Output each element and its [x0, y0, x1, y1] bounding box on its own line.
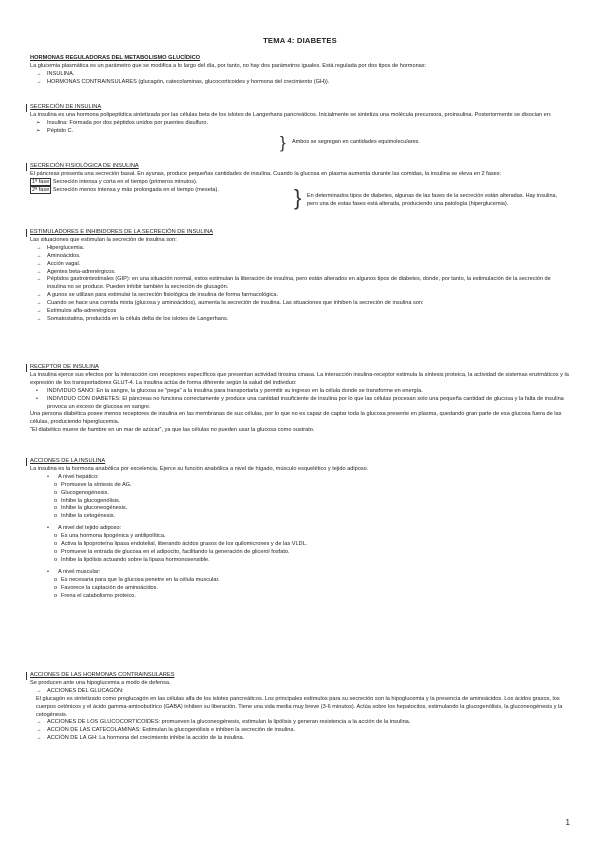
bullet-icon: • [36, 395, 38, 402]
list-item: o Inhibe la cetogénesis. [54, 513, 116, 520]
arrow-icon: → [36, 315, 42, 322]
list-item: ➢ Insulina: Formada por dos péptidos unidos por puentes disulfuro. [36, 119, 209, 126]
arrow-icon: → [36, 300, 42, 307]
circle-bullet-icon: o [54, 533, 58, 540]
section-heading: HORMONAS REGULADORAS DEL METABOLISMO GLUCÍDICO [30, 55, 201, 61]
arrow-icon: → [36, 78, 42, 85]
list-item: → ACCIÓN DE LAS CATECOLAMINAS: Estimulan la glucogenólisis e inhiben la secreción de insulina. [36, 727, 295, 734]
section-text: Una persona diabética posee menos receptores de insulina en las membranas de sus células, por lo que no es capaz de captar toda la glucosa presente en plasma, quedando gran parte de esa glucosa fuera de las células, produciendo hiperglucemia. [30, 411, 562, 426]
circle-bullet-icon: o [54, 592, 58, 599]
list-item: o Promueve la síntesis de AG. [54, 481, 132, 488]
circle-bullet-icon: o [54, 513, 58, 520]
section-heading: ACCIONES DE LAS HORMONAS CONTRAINSULARES [26, 672, 570, 680]
bullet-icon: • [36, 387, 38, 394]
section-text: El glucagón es sintetizado como proglucagón en las células alfa de los islotes pancreáticos. Los principales estímulos para su secreción son la hipoglucemia y la presencia de aminoácidos. Los ácidos grasos, los cuerpos cetónicos y el ácido gamma-aminobutírico (GABA) inhiben su liberación. Tiene una vida media muy breve (3-6 minutos). Actúa sobre los hepatocitos, estimulando la glucogenólisis, la gluconeogénesis y la cetogénesis. [36, 695, 563, 718]
arrow-icon: → [36, 292, 42, 299]
section-text: El páncreas presenta una secreción basal. En ayunas, produce pequeñas cantidades de insulina. Cuando la glucosa en plasma aumenta durante las comidas, la insulina se eleva en 2 fases: [30, 170, 502, 177]
list-item: o Inhibe la lipólisis actuando sobre la lipasa hormonosensible. [54, 556, 210, 563]
page-number: 1 [565, 818, 570, 827]
circle-bullet-icon: o [54, 505, 58, 512]
bullet-icon: • [47, 525, 49, 532]
list-item: ➢ Péptido C. [36, 127, 74, 134]
arrow-icon: → [36, 268, 42, 275]
list-item: → Acción vagal. [36, 260, 81, 267]
list-item: • INDIVIDUO CON DIABETES: El páncreas no funciona correctamente y produce una cantidad insuficiente de insulina por lo que las células procesan solo una pequeña cantidad de glucosa y la falta de insulina provoca un exceso de glucosa en sangre. [36, 395, 564, 410]
list-item: o Glucogenogénesis. [54, 489, 109, 496]
circle-bullet-icon: o [54, 489, 58, 496]
list-item: → ACCIÓN DE LA GH: La hormona del crecimiento inhibe la acción de la insulina. [36, 735, 245, 742]
list-item: → INSULINA. [36, 70, 75, 77]
list-item: • INDIVIDUO SANO: En la sangre, la glucosa se "pega" a la insulina para transportarla y permitir su ingreso en la célula donde se transforme en energía. [36, 387, 423, 394]
group-title: • A nivel del tejido adiposo: [47, 525, 122, 532]
list-item: → A gunos se utilizan para estimular la secreción fisiológica de insulina de forma farmacológica. [36, 292, 279, 299]
arrow-icon: → [36, 276, 42, 283]
bullet-icon: • [47, 568, 49, 575]
group-title: • A nivel muscular: [47, 568, 101, 575]
phase-item: 2ª fase Secreción menos intensa y más prolongada en el tiempo (meseta). [32, 186, 219, 193]
triangle-bullet-icon: ➢ [36, 119, 41, 126]
section-text: La insulina es una hormona polipeptídica sintetizada por las células beta de los islotes de Langerhans pancreáticos. Inicialmente se sintetiza una molécula precursora, proinsulina. Posteriormente se disocian en: [30, 111, 552, 118]
sub-heading: → ACCIONES DEL GLUCAGÓN: [36, 687, 124, 694]
arrow-icon: → [36, 244, 42, 251]
section-acciones-insulina [30, 458, 570, 600]
arrow-icon: → [36, 252, 42, 259]
section-secrecion-fisiologica [30, 163, 570, 210]
section-intro: Las situaciones que estimulan la secreción de insulina son: [30, 236, 177, 243]
list-item: → Aminoácidos. [36, 252, 81, 259]
bullet-icon: • [47, 473, 49, 480]
circle-bullet-icon: o [54, 576, 58, 583]
arrow-icon: → [36, 308, 42, 315]
arrow-icon: → [36, 70, 42, 77]
arrow-icon: → [36, 735, 42, 742]
section-estimuladores [30, 229, 570, 324]
circle-bullet-icon: o [54, 541, 58, 548]
phase-item: 1ª fase Secreción intensa y corta en el tiempo (primeros minutos). [32, 178, 198, 185]
arrow-icon: → [36, 719, 42, 726]
list-item: → ACCIONES DE LOS GLUCOCORTICOIDES: promueven la gluconeogénesis, estimulan la lipólisis y generan resistencia a la acción de la insulina. [36, 719, 411, 726]
section-contrainsulares [30, 672, 570, 743]
section-heading: ACCIONES DE LA INSULINA [26, 458, 570, 466]
arrow-icon: → [36, 260, 42, 267]
section-hormonas [30, 55, 570, 87]
section-heading: SECRECIÓN FISIOLÓGICA DE INSULINA [26, 163, 570, 171]
document-title: TEMA 4: DIABETES [263, 36, 337, 45]
arrow-icon: → [36, 687, 42, 694]
list-item: o Es necesaria para que la glucosa penetre en la célula muscular. [54, 576, 220, 583]
list-item: → Cuando se hace una comida mixta (glucosa y aminoácidos), aumenta la secreción de insulina. Las situaciones que inhiben la secreción de insulina son: [36, 300, 424, 307]
side-note: En determinados tipos de diabetes, algunas de las fases de la secreción están alteradas. Hay insulina, pero una de estas fases está alterada, produciendo una patología (hiperglucemia). [307, 193, 558, 207]
group-title: • A nivel hepático: [47, 473, 99, 480]
triangle-bullet-icon: ➢ [36, 127, 41, 134]
circle-bullet-icon: o [54, 584, 58, 591]
section-intro: La insulina es la hormona anabólica por excelencia. Ejerce su función anabólica a nivel de hígado, músculo esquelético y tejido adiposo. [30, 465, 369, 472]
arrow-icon: → [36, 727, 42, 734]
section-intro: La glucemia plasmática es un parámetro que se modifica a lo largo del día, por tanto, no hay dos parámetros iguales. Está regulada por dos tipos de hormonas: [30, 62, 427, 69]
section-text: La insulina ejerce sus efectos por la interacción con receptores específicos que presentan actividad tirosina cinasa. La interacción insulina-receptor estimula la síntesis proteica, la actividad de sistemas enzimáticos y la expresión de los transportadores GLUT-4. La insulina actúa de forma diferente según la salud del individuo: [30, 371, 569, 386]
right-brace-icon: } [294, 185, 302, 210]
list-item: → Hiperglucemia. [36, 244, 85, 251]
section-heading: ESTIMULADORES E INHIBIDORES DE LA SECRECIÓN DE INSULINA [26, 229, 570, 237]
list-item: → Estímulos alfa-adrenérgicos [36, 308, 117, 315]
list-item: → HORMONAS CONTRAINSULARES (glucagón, catecolaminas, glucocorticoides y hormona del crecimiento (GH)). [36, 78, 330, 85]
list-item: o Inhibe la gluconeogénesis. [54, 505, 128, 512]
list-item: o Inhibe la glucogenólisis. [54, 497, 121, 504]
phase-label: 1ª fase [32, 178, 50, 185]
list-item: o Frena el catabolismo proteico. [54, 592, 136, 599]
circle-bullet-icon: o [54, 497, 58, 504]
list-item: → Agentes beta-adrenérgicos. [36, 268, 116, 275]
side-note: Ambos se segregan en cantidades equimoleculares. [292, 139, 420, 145]
list-item: o Favorece la captación de aminoácidos. [54, 584, 159, 591]
quote-text: "El diabético muere de hambre en un mar de azúcar", ya que las células no pueden usar la glucosa como sustrato. [30, 427, 315, 434]
list-item: o Es una hormona lipogénica y antilipolítica. [54, 533, 166, 540]
list-item: → Somatostatina, producida en la célula delta de los islotes de Langerhans. [36, 315, 229, 322]
list-item: → Péptidos gastrointestinales (GIP): en una situación normal, estos estimulan la liberación de insulina, pero están alterados en algunos tipos de diabetes, donde, por tanto, la estimulación de la secreción de insulina no se produce. Pueden inhibir también la secreción de glucagón. [36, 276, 551, 291]
section-intro: Se producen ante una hipoglucemia a modo de defensa. [30, 679, 171, 686]
list-item: o Promueve la entrada de glucosa en el adipocito, facilitando la generación de glicerol fosfato. [54, 548, 290, 555]
section-secrecion [30, 104, 570, 152]
circle-bullet-icon: o [54, 481, 58, 488]
circle-bullet-icon: o [54, 548, 58, 555]
right-brace-icon: } [280, 133, 286, 152]
circle-bullet-icon: o [54, 556, 58, 563]
section-receptor [30, 364, 570, 435]
list-item: o Activa la lipoproteína lipasa endotelial, liberando ácidos grasos de los quilomicrones y de las VLDL. [54, 541, 308, 548]
phase-label: 2ª fase [32, 186, 50, 193]
section-heading: SECRECIÓN DE INSULINA [26, 104, 570, 112]
section-heading: RECEPTOR DE INSULINA [26, 364, 570, 372]
